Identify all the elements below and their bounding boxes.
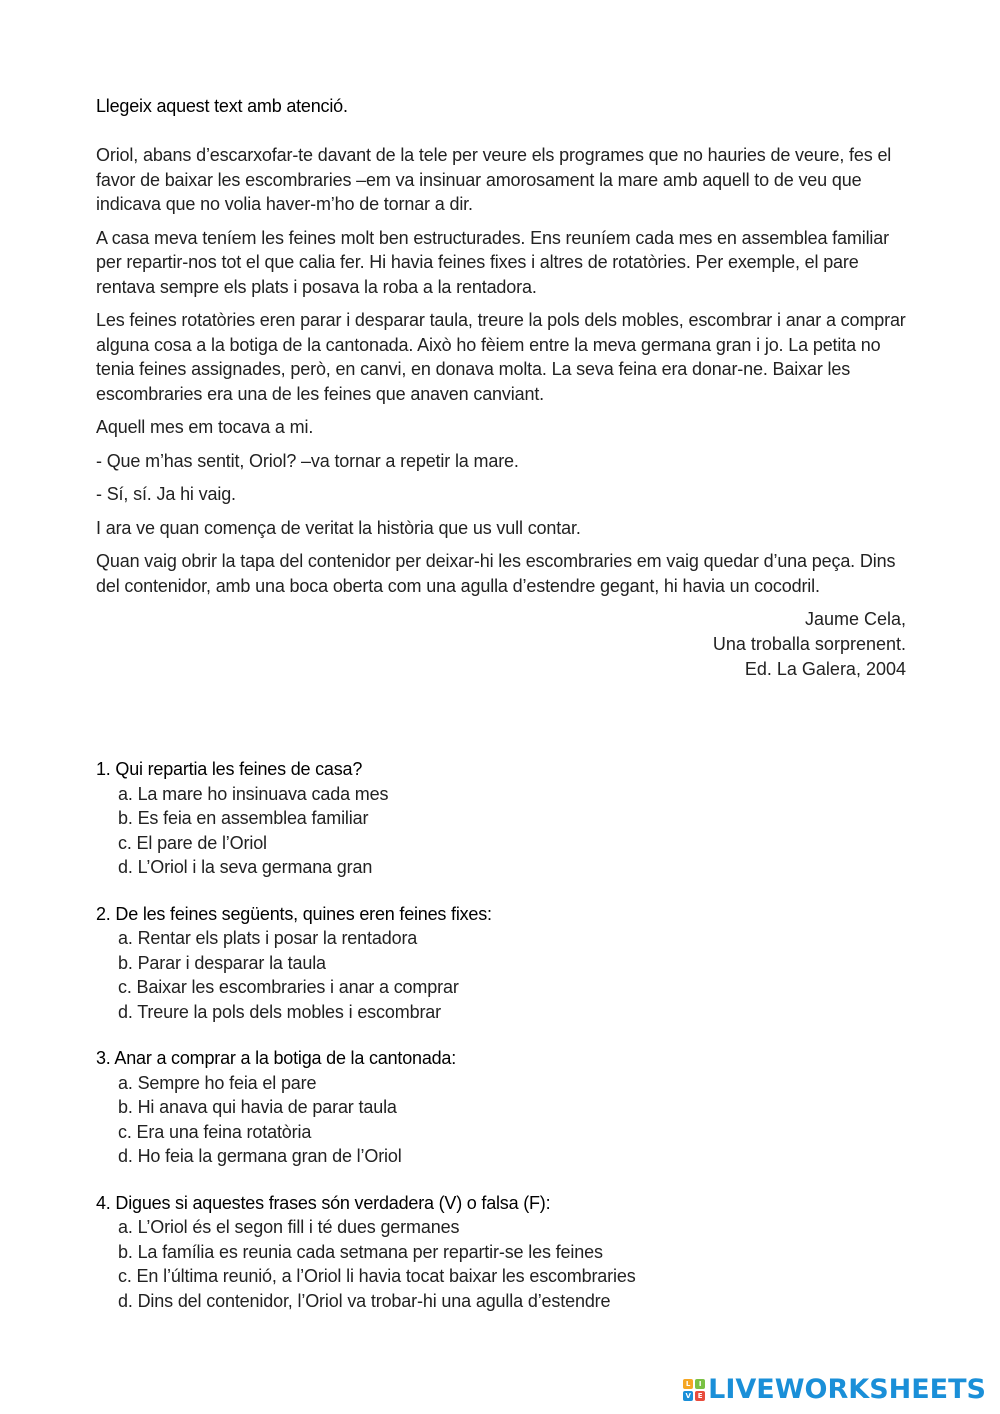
answer-option[interactable]: a. La mare ho insinuava cada mes bbox=[118, 783, 389, 804]
answer-option[interactable]: a. Rentar els plats i posar la rentadora bbox=[118, 928, 418, 948]
story-paragraph: Oriol, abans d’escarxofar-te davant de la tele per veure els programes que no hauries de veure, fes el favor de baixar les escombraries –em va insinuar amorosament la mare amb aquell to de veu que indicava que no volia haver-m’ho de tornar a dir. bbox=[96, 145, 892, 214]
logo-grid-cell: L bbox=[683, 1379, 693, 1389]
attribution-author: Jaume Cela, bbox=[804, 609, 906, 629]
answer-option[interactable]: a. L’Oriol és el segon fill i té dues germanes bbox=[118, 1217, 460, 1237]
logo-grid-cell: V bbox=[683, 1391, 693, 1401]
liveworksheets-logo bbox=[683, 1374, 986, 1405]
answer-option[interactable]: d. Ho feia la germana gran de l’Oriol bbox=[118, 1146, 402, 1166]
question-4 bbox=[96, 1191, 916, 1314]
story-paragraph: Quan vaig obrir la tapa del contenidor per deixar-hi les escombraries em vaig quedar d’una peça. Dins del contenidor, amb una boca oberta com una agulla d’estendre gegant, hi havia un cocodril. bbox=[96, 551, 896, 596]
answer-option[interactable]: d. Treure la pols dels mobles i escombrar bbox=[118, 1001, 441, 1022]
answer-option[interactable]: b. Es feia en assemblea familiar bbox=[118, 808, 369, 828]
logo-text: LIVEWORKSHEETS bbox=[708, 1374, 986, 1405]
answer-option[interactable]: a. Sempre ho feia el pare bbox=[118, 1072, 317, 1093]
story-paragraph: Les feines rotatòries eren parar i desparar taula, treure la pols dels mobles, escombrar i anar a comprar alguna cosa a la botiga de la cantonada. Això ho fèiem entre la meva germana gran i jo. La petita no tenia feines assignades, però, en canvi, en donava molta. La seva feina era donar-ne. Baixar les escombraries era una de les feines que anaven canviant. bbox=[96, 310, 906, 404]
attribution-publisher: Ed. La Galera, 2004 bbox=[744, 659, 906, 679]
logo-grid-cell: I bbox=[695, 1379, 705, 1389]
question-2 bbox=[96, 902, 916, 1025]
answer-option[interactable]: c. En l’última reunió, a l’Oriol li havia tocat baixar les escombraries bbox=[118, 1266, 636, 1286]
source-attribution bbox=[96, 607, 906, 682]
reading-section bbox=[96, 96, 906, 682]
question-title: 1. Qui repartia les feines de casa? bbox=[96, 759, 363, 779]
questions-section bbox=[96, 757, 916, 1335]
answer-option[interactable]: b. Parar i desparar la taula bbox=[118, 952, 326, 973]
question-title: 2. De les feines següents, quines eren feines fixes: bbox=[96, 903, 492, 924]
story-paragraph: I ara ve quan comença de veritat la història que us vull contar. bbox=[96, 517, 581, 538]
question-title: 3. Anar a comprar a la botiga de la cantonada: bbox=[96, 1048, 457, 1068]
logo-grid-icon bbox=[683, 1379, 705, 1401]
logo-grid-cell: E bbox=[695, 1391, 705, 1401]
answer-option[interactable]: d. Dins del contenidor, l’Oriol va trobar-hi una agulla d’estendre bbox=[118, 1290, 611, 1311]
question-title: 4. Digues si aquestes frases són verdadera (V) o falsa (F): bbox=[96, 1192, 551, 1213]
answer-option[interactable]: c. Baixar les escombraries i anar a comprar bbox=[118, 977, 459, 997]
answer-option[interactable]: b. La família es reunia cada setmana per repartir-se les feines bbox=[118, 1241, 603, 1262]
answer-option[interactable]: b. Hi anava qui havia de parar taula bbox=[118, 1097, 397, 1117]
answer-option[interactable]: d. L’Oriol i la seva germana gran bbox=[118, 857, 373, 877]
answer-option[interactable]: c. Era una feina rotatòria bbox=[118, 1121, 312, 1142]
question-1 bbox=[96, 757, 916, 880]
story-paragraph: Aquell mes em tocava a mi. bbox=[96, 417, 314, 437]
story-paragraph: - Que m’has sentit, Oriol? –va tornar a repetir la mare. bbox=[96, 450, 519, 471]
attribution-title: Una troballa sorprenent. bbox=[712, 634, 906, 654]
story-paragraph: A casa meva teníem les feines molt ben estructurades. Ens reuníem cada mes en assemblea familiar per repartir-nos tot el que calia fer. Hi havia feines fixes i altres de rotatòries. Per exemple, el pare rentava sempre els plats i posava la roba a la rentadora. bbox=[96, 227, 889, 297]
instruction-heading: Llegeix aquest text amb atenció. bbox=[96, 96, 348, 116]
story-paragraph: - Sí, sí. Ja hi vaig. bbox=[96, 484, 236, 504]
answer-option[interactable]: c. El pare de l’Oriol bbox=[118, 832, 267, 853]
question-3 bbox=[96, 1046, 916, 1169]
